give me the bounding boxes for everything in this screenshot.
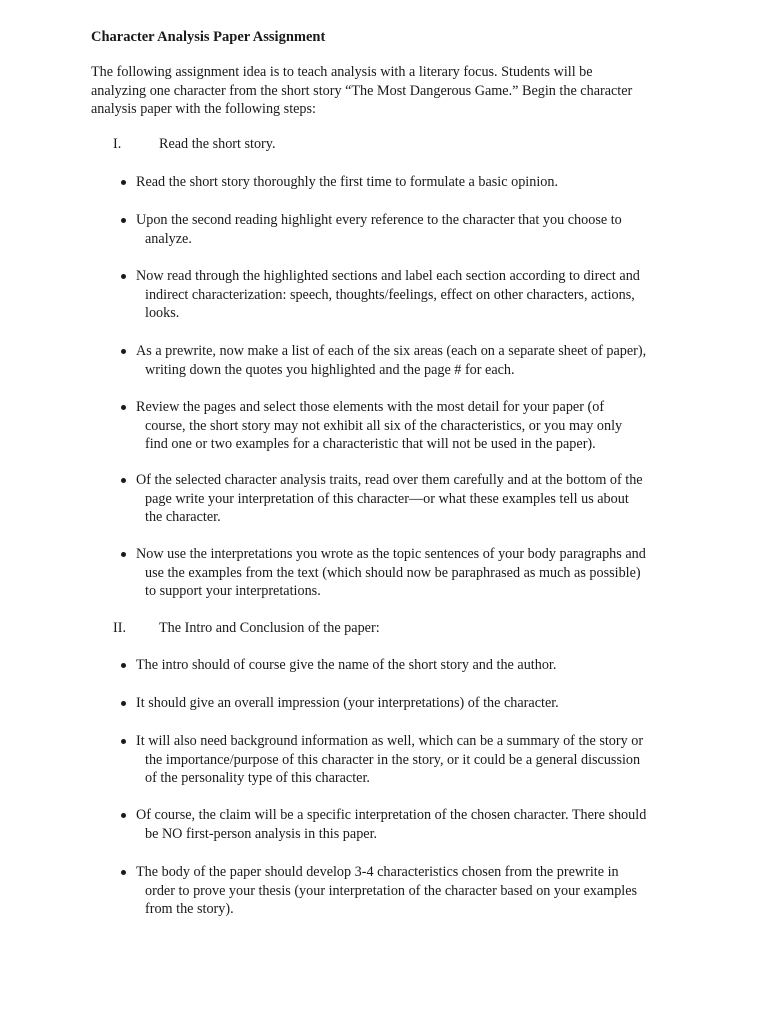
list-item (118, 398, 718, 454)
section-heading-text: Read the short story. (159, 136, 276, 152)
bullet-icon (121, 739, 126, 744)
list-item-line: order to prove your thesis (your interpretation of the character based on your examples (145, 882, 638, 899)
list-item-line: Of course, the claim will be a specific interpretation of the chosen character. There should (136, 807, 647, 823)
bullet-icon (121, 274, 126, 279)
section-heading-text: The Intro and Conclusion of the paper: (159, 620, 380, 636)
list-item-line: the character. (145, 509, 221, 525)
bullet-icon (121, 701, 126, 706)
list-item (118, 342, 718, 379)
list-item-line: page write your interpretation of this character—or what these examples tell us about (145, 490, 629, 507)
list-item-line: Of the selected character analysis traits, read over them carefully and at the bottom of the (136, 472, 643, 488)
bullet-icon (121, 870, 126, 875)
bullet-icon (121, 663, 126, 668)
list-item-line: writing down the quotes you highlighted and the page # for each. (145, 361, 515, 378)
list-item (118, 863, 718, 919)
section-numeral: I. (113, 136, 122, 152)
bullet-icon (121, 218, 126, 223)
list-item-line: Review the pages and select those elements with the most detail for your paper (of (136, 399, 605, 415)
bullet-icon (121, 405, 126, 410)
list-item-line: course, the short story may not exhibit all six of the characteristics, or you may only (145, 417, 623, 434)
list-item-line: As a prewrite, now make a list of each of the six areas (each on a separate sheet of paper), (136, 343, 647, 359)
bullet-icon (121, 478, 126, 483)
list-item (118, 545, 718, 601)
bullet-icon (121, 180, 126, 185)
list-item (118, 732, 718, 788)
list-item-line: It should give an overall impression (your interpretations) of the character. (136, 695, 559, 711)
list-item-line: Upon the second reading highlight every reference to the character that you choose to (136, 212, 622, 228)
section-numeral: II. (113, 620, 126, 636)
list-item-line: The body of the paper should develop 3-4 characteristics chosen from the prewrite in (136, 864, 619, 880)
list-item-line: looks. (145, 305, 180, 321)
intro-line: analysis paper with the following steps: (91, 101, 316, 117)
document-title: Character Analysis Paper Assignment (91, 29, 326, 45)
list-item (118, 694, 718, 713)
list-item (118, 806, 718, 843)
list-item (118, 173, 718, 192)
list-item (118, 656, 718, 675)
list-item-line: Now read through the highlighted sections and label each section according to direct and (136, 268, 640, 284)
list-item-line: indirect characterization: speech, thoughts/feelings, effect on other characters, actions, (145, 286, 635, 303)
list-item-line: the importance/purpose of this character in the story, or it could be a general discussion (145, 751, 641, 768)
bullet-icon (121, 813, 126, 818)
list-item-line: to support your interpretations. (145, 583, 321, 599)
list-item-line: find one or two examples for a characteristic that will not be used in the paper). (145, 436, 596, 452)
list-item-line: Read the short story thoroughly the first time to formulate a basic opinion. (136, 174, 558, 190)
bullet-icon (121, 349, 126, 354)
list-item-line: be NO first-person analysis in this paper. (145, 825, 378, 842)
bullet-icon (121, 552, 126, 557)
list-item-line: Now use the interpretations you wrote as the topic sentences of your body paragraphs and (136, 546, 646, 562)
list-item (118, 471, 718, 527)
list-item-line: use the examples from the text (which should now be paraphrased as much as possible) (145, 564, 641, 581)
list-item (118, 211, 718, 248)
intro-line: The following assignment idea is to teach analysis with a literary focus. Students will be (91, 64, 593, 80)
intro-paragraph (91, 63, 691, 119)
list-item-line: from the story). (145, 901, 234, 917)
list-item-line: The intro should of course give the name of the short story and the author. (136, 657, 557, 673)
list-item (118, 267, 718, 323)
list-item-line: It will also need background information as well, which can be a summary of the story or (136, 733, 644, 749)
intro-line: analyzing one character from the short story “The Most Dangerous Game.” Begin the character (91, 82, 633, 99)
list-item-line: of the personality type of this character. (145, 770, 370, 786)
list-item-line: analyze. (145, 230, 192, 247)
